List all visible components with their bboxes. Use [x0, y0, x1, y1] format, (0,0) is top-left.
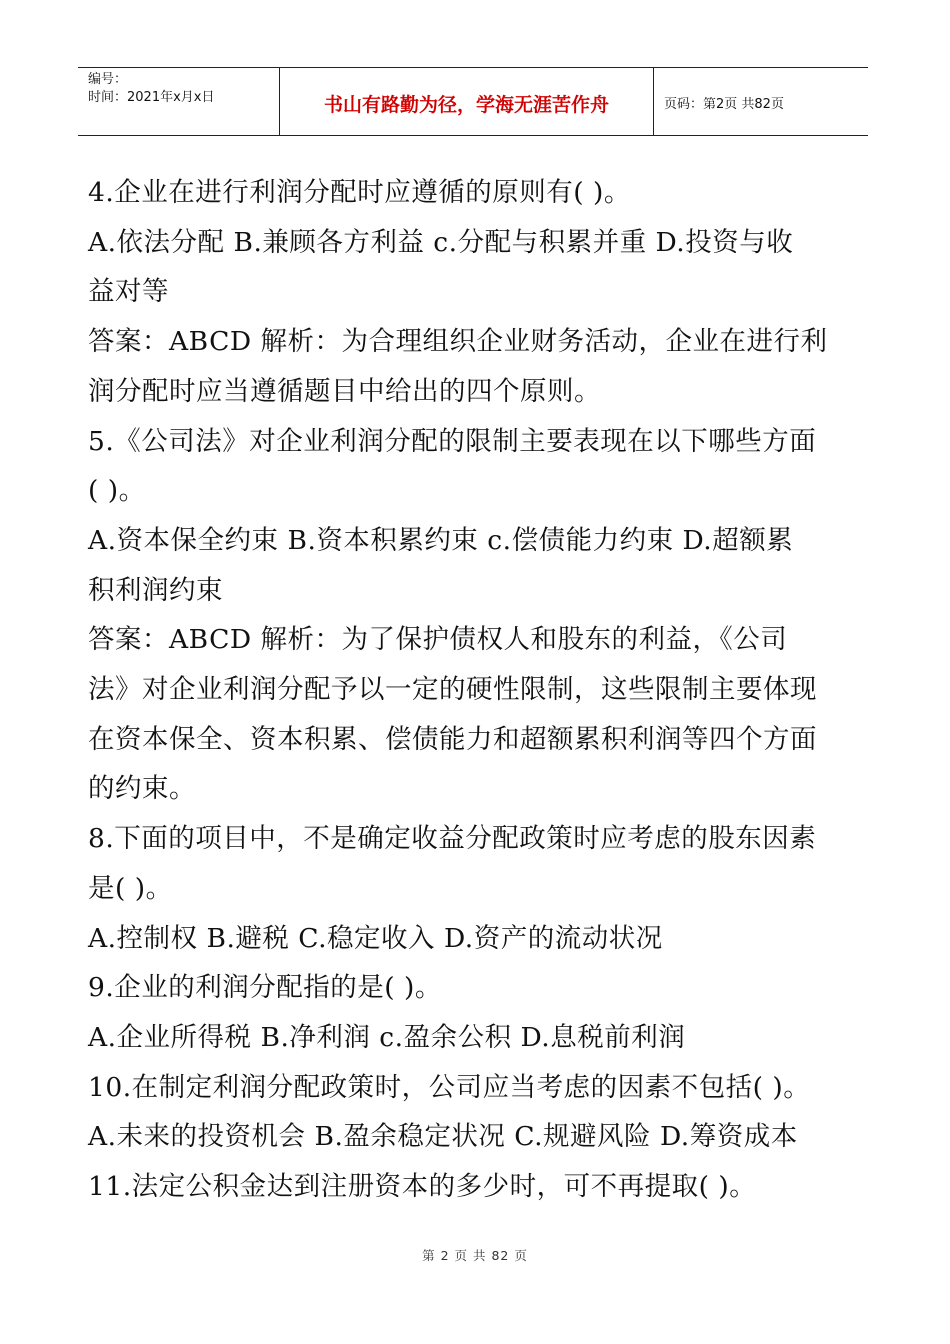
- page-footer: 第 2 页 共 82 页: [422, 1248, 528, 1263]
- document-number-label: 编号：: [88, 72, 128, 87]
- page-header: [78, 67, 868, 136]
- text-line: A.未来的投资机会 B.盈余稳定状况 C.规避风险 D.筹资成本: [88, 1121, 798, 1153]
- header-page-number: 页码：第2页 共82页: [664, 97, 784, 112]
- header-motto: 书山有路勤为径，学海无涯苦作舟: [280, 68, 654, 135]
- header-meta: [78, 68, 280, 135]
- text-line: 积利润约束: [88, 574, 223, 606]
- text-line: A.依法分配 B.兼顾各方利益 c.分配与积累并重 D.投资与收: [88, 226, 794, 258]
- text-line: 10.在制定利润分配政策时，公司应当考虑的因素不包括( )。: [88, 1071, 811, 1103]
- text-line: 的约束。: [88, 773, 196, 805]
- text-line: 润分配时应当遵循题目中给出的四个原则。: [88, 375, 601, 407]
- text-line: A.企业所得税 B.净利润 c.盈余公积 D.息税前利润: [88, 1021, 686, 1053]
- text-line: 8.下面的项目中，不是确定收益分配政策时应考虑的股东因素: [88, 823, 817, 855]
- text-line: 答案：ABCD 解析：为了保护债权人和股东的利益，《公司: [88, 624, 788, 656]
- text-line: 5.《公司法》对企业利润分配的限制主要表现在以下哪些方面: [88, 425, 817, 457]
- document-date-label: 时间：2021年x月x日: [88, 90, 215, 105]
- text-line: A.资本保全约束 B.资本积累约束 c.偿债能力约束 D.超额累: [88, 524, 794, 556]
- text-line: 答案：ABCD 解析：为合理组织企业财务活动，企业在进行利: [88, 326, 828, 358]
- text-line: 是( )。: [88, 872, 173, 904]
- text-line: A.控制权 B.避税 C.稳定收入 D.资产的流动状况: [88, 922, 663, 954]
- document-body: [88, 168, 868, 1212]
- text-line: 9.企业的利润分配指的是( )。: [88, 972, 442, 1004]
- text-line: 法》对企业利润分配予以一定的硬性限制，这些限制主要体现: [88, 674, 817, 706]
- text-line: 11.法定公积金达到注册资本的多少时，可不再提取( )。: [88, 1171, 757, 1203]
- text-line: 在资本保全、资本积累、偿债能力和超额累积利润等四个方面: [88, 723, 817, 755]
- text-line: ( )。: [88, 475, 146, 507]
- text-line: 4.企业在进行利润分配时应遵循的原则有( )。: [88, 177, 631, 208]
- text-line: 益对等: [88, 276, 169, 308]
